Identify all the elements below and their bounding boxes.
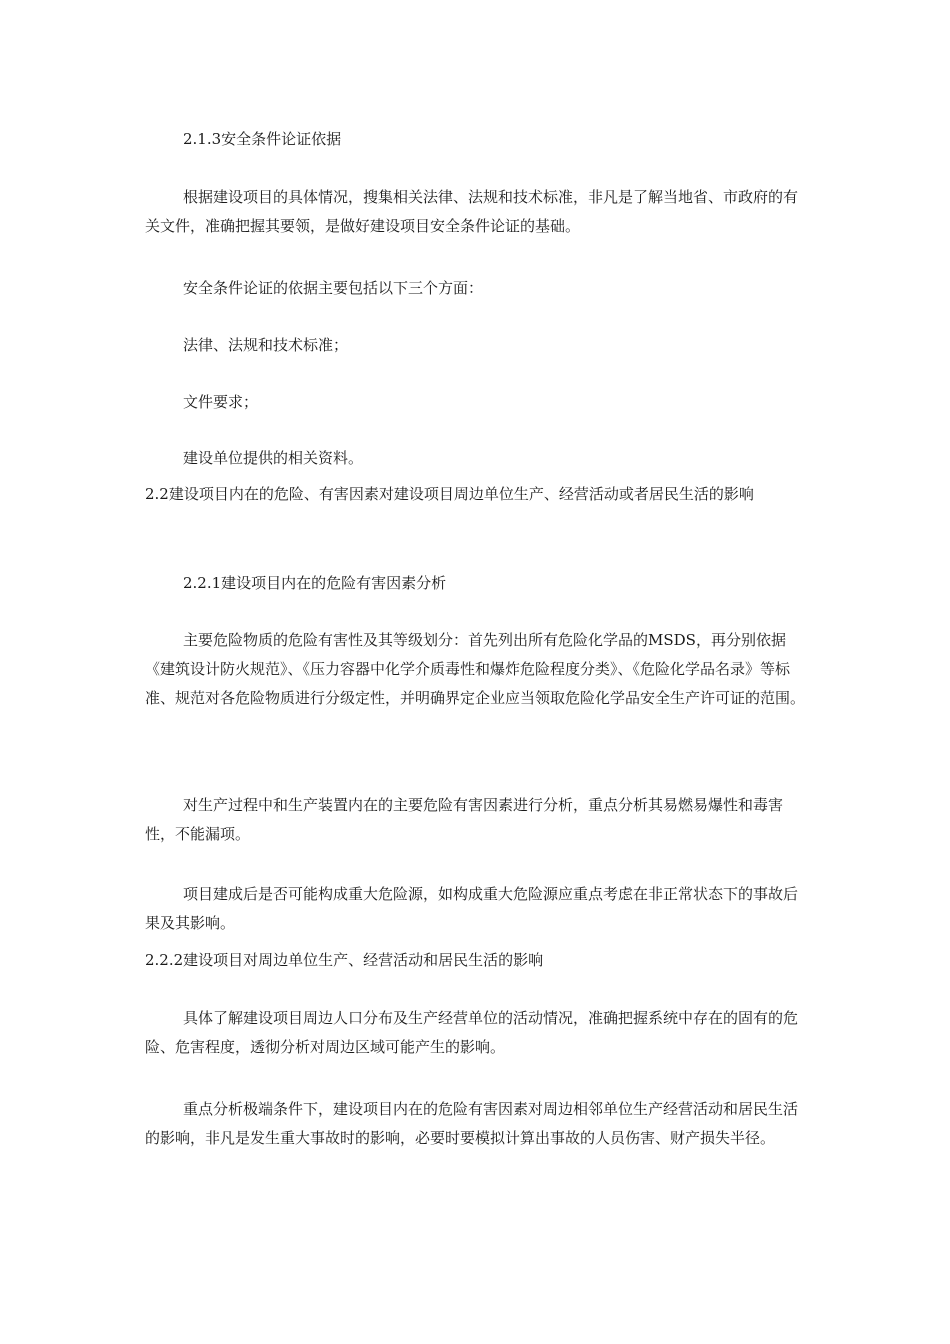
section-heading-2-2-2: 2.2.2建设项目对周边单位生产、经营活动和居民生活的影响 (145, 951, 544, 969)
body-paragraph: 对生产过程中和生产装置内在的主要危险有害因素进行分析，重点分析其易燃易爆性和毒害性，不能漏项。 (145, 796, 784, 843)
body-paragraph: 项目建成后是否可能构成重大危险源，如构成重大危险源应重点考虑在非正常状态下的事故后果及其影响。 (145, 885, 799, 932)
body-paragraph: 主要危险物质的危险有害性及其等级划分：首先列出所有危险化学品的MSDS，再分别依据《建筑设计防火规范》、《压力容器中化学介质毒性和爆炸危险程度分类》、《危险化学品名录》等标准、规范对各危险物质进行分级定性，并明确界定企业应当领取危险化学品安全生产许可证的范围。 (145, 631, 806, 707)
body-paragraph: 安全条件论证的依据主要包括以下三个方面： (183, 279, 484, 297)
body-paragraph: 根据建设项目的具体情况，搜集相关法律、法规和技术标准，非凡是了解当地省、市政府的有关文件，准确把握其要领，是做好建设项目安全条件论证的基础。 (145, 188, 799, 235)
section-heading-2-1-3: 2.1.3安全条件论证依据 (183, 130, 342, 148)
list-item: 文件要求； (183, 393, 259, 411)
section-heading-2-2: 2.2建设项目内在的危险、有害因素对建设项目周边单位生产、经营活动或者居民生活的影响 (145, 485, 754, 503)
section-heading-2-2-1: 2.2.1建设项目内在的危险有害因素分析 (183, 574, 447, 592)
body-paragraph: 重点分析极端条件下，建设项目内在的危险有害因素对周边相邻单位生产经营活动和居民生活的影响，非凡是发生重大事故时的影响，必要时要模拟计算出事故的人员伤害、财产损失半径。 (145, 1100, 799, 1147)
list-item: 法律、法规和技术标准； (183, 336, 349, 354)
body-paragraph: 具体了解建设项目周边人口分布及生产经营单位的活动情况，准确把握系统中存在的固有的危险、危害程度，透彻分析对周边区域可能产生的影响。 (145, 1009, 799, 1056)
list-item: 建设单位提供的相关资料。 (183, 449, 364, 467)
